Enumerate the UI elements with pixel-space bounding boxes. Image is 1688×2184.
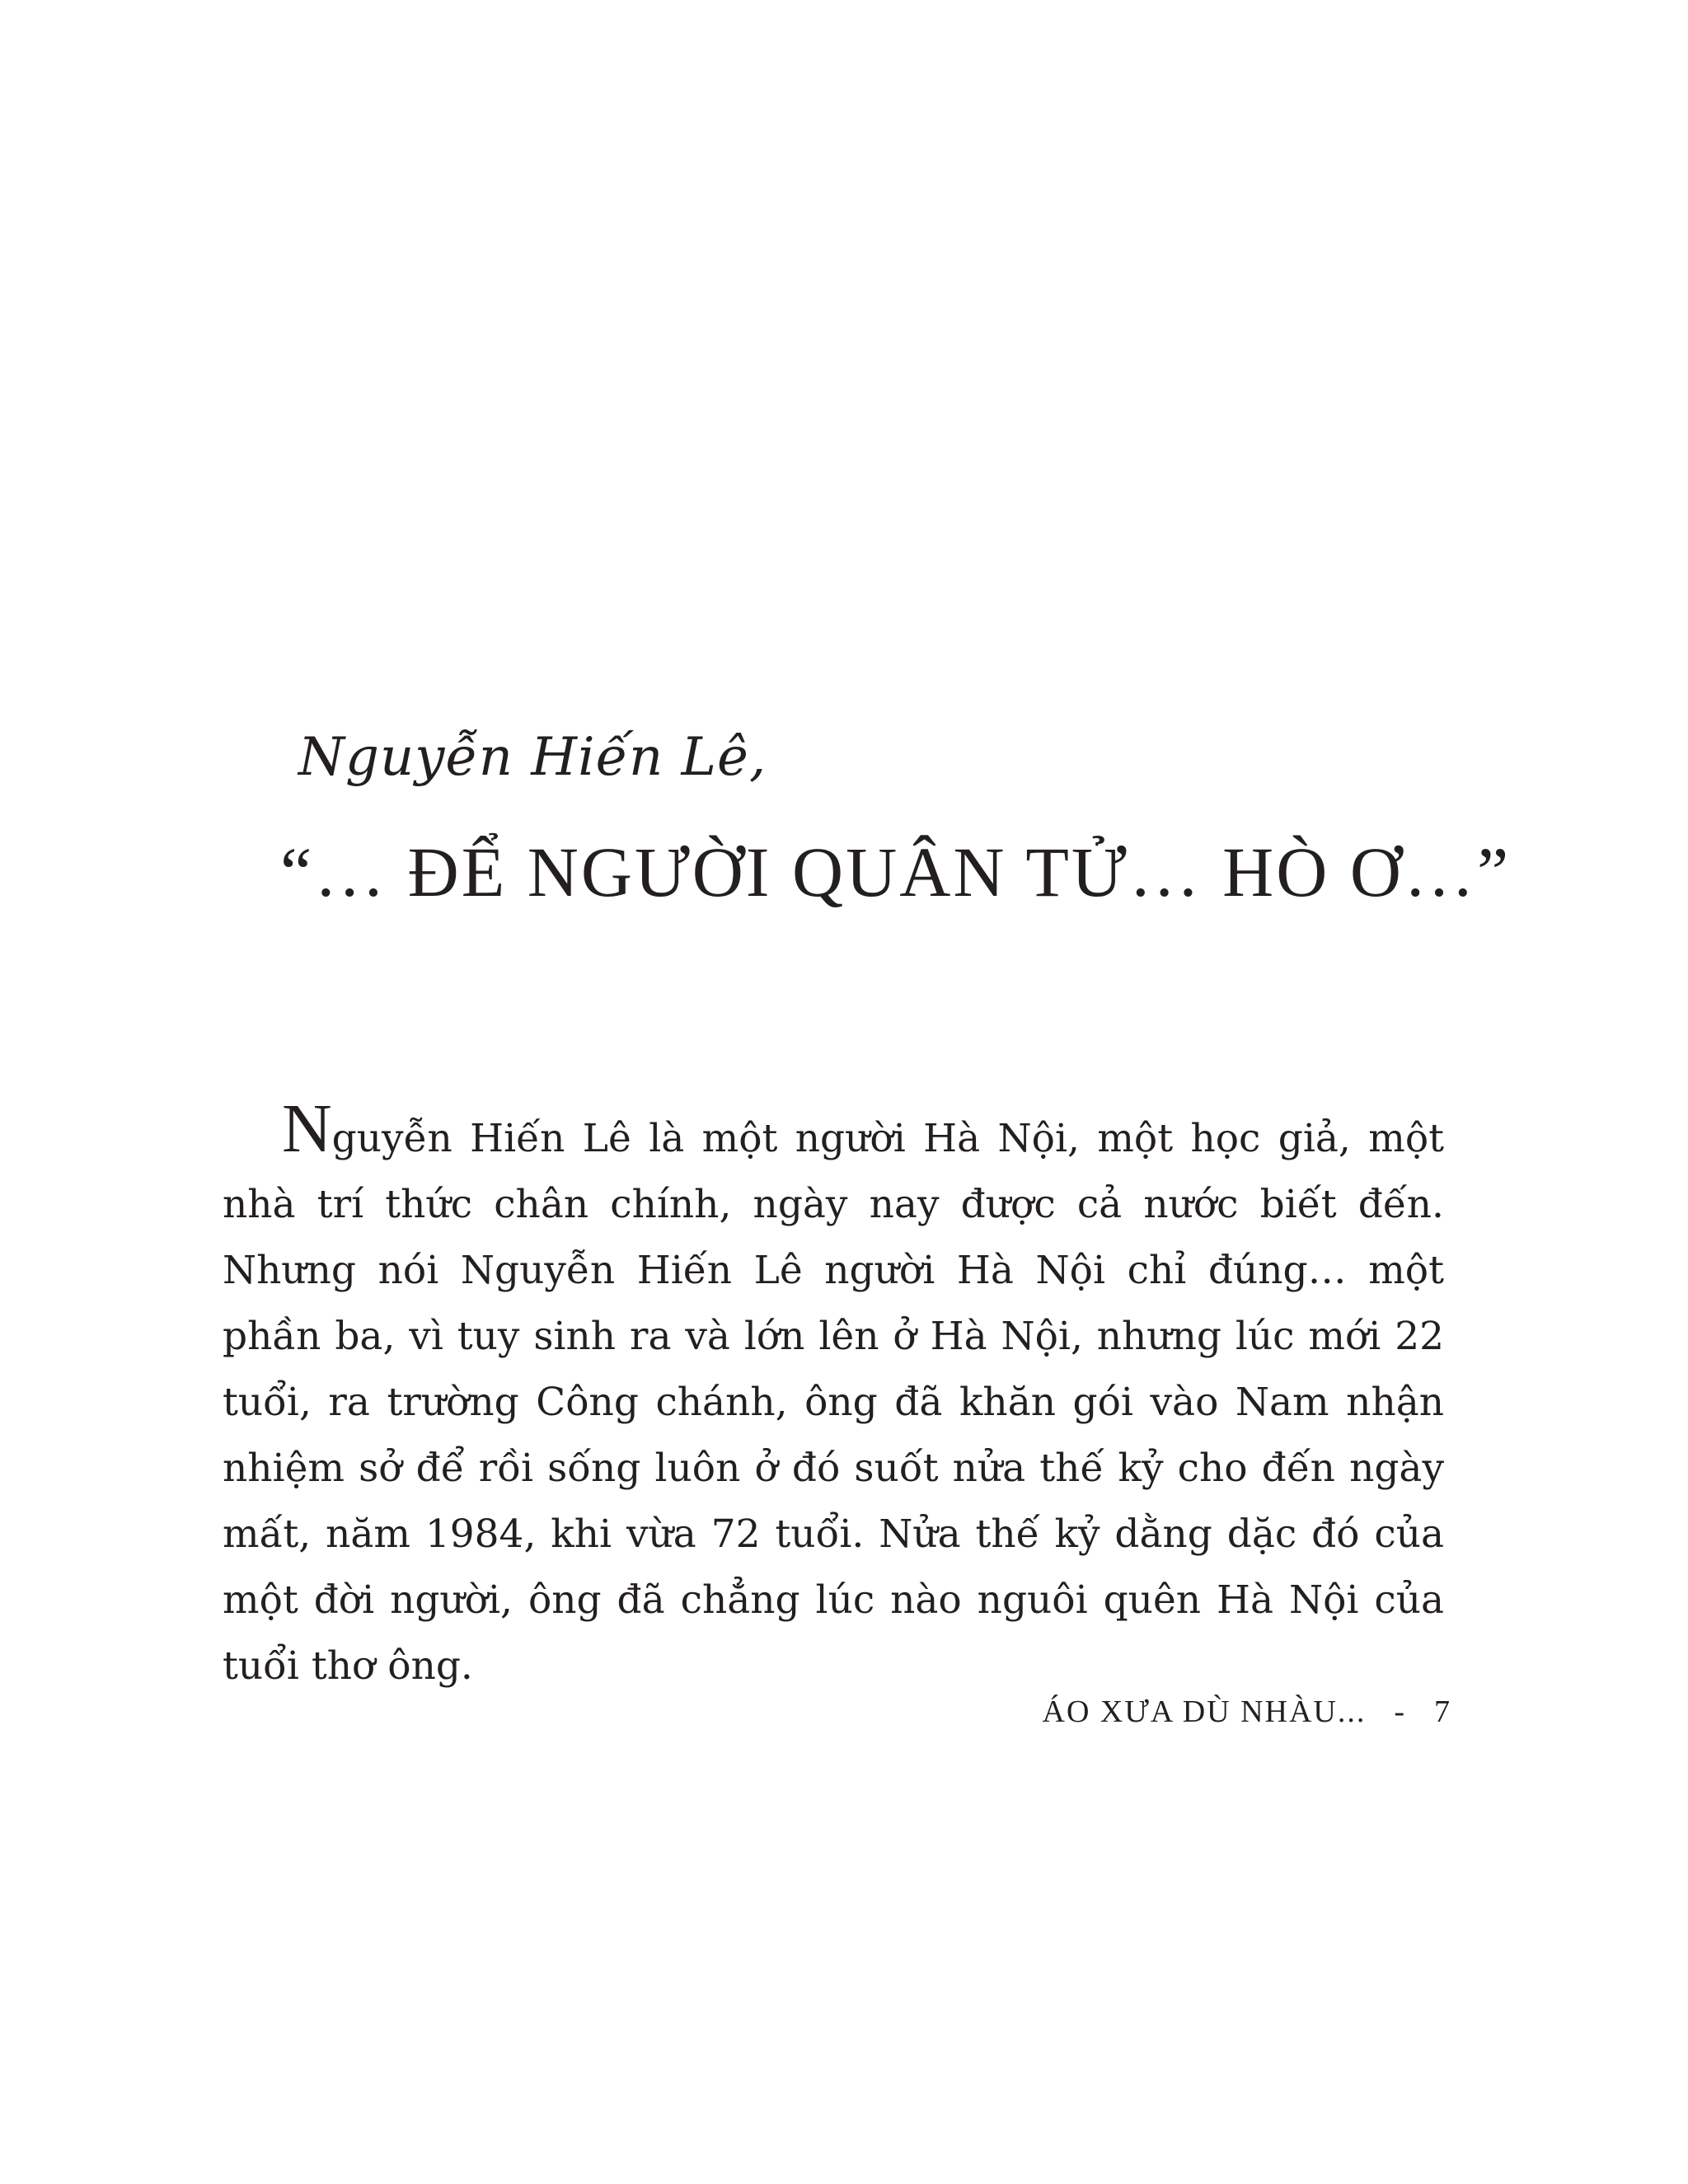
running-title: ÁO XƯA DÙ NHÀU... [1042,1694,1367,1729]
footer-separator: - [1394,1694,1406,1729]
chapter-title: “… ĐỂ NGƯỜI QUÂN TỬ… HÒ Ơ…” [280,832,1512,912]
page-number: 7 [1434,1694,1451,1729]
drop-cap: N [282,1090,332,1167]
running-footer [1043,1694,1451,1730]
chapter-author: Nguyễn Hiến Lê, [298,727,767,788]
paragraph-text: guyễn Hiến Lê là một người Hà Nội, một học giả, một nhà trí thức chân chính, ngày nay được cả nước biết đến. Nhưng nói Nguyễn Hiến Lê người Hà Nội chỉ đúng… một phần ba, vì tuy sinh ra và lớn lên ở Hà Nội, nhưng lúc mới 22 tuổi, ra trường Công chánh, ông đã khăn gói vào Nam nhận nhiệm sở để rồi sống luôn ở đó suốt nửa thế kỷ cho đến ngày mất, năm 1984, khi vừa 72 tuổi. Nửa thế kỷ dằng dặc đó của một đời người, ông đã chẳng lúc nào nguôi quên Hà Nội của tuổi thơ ông. [223,1116,1444,1689]
body-paragraph [223,1090,1444,1699]
